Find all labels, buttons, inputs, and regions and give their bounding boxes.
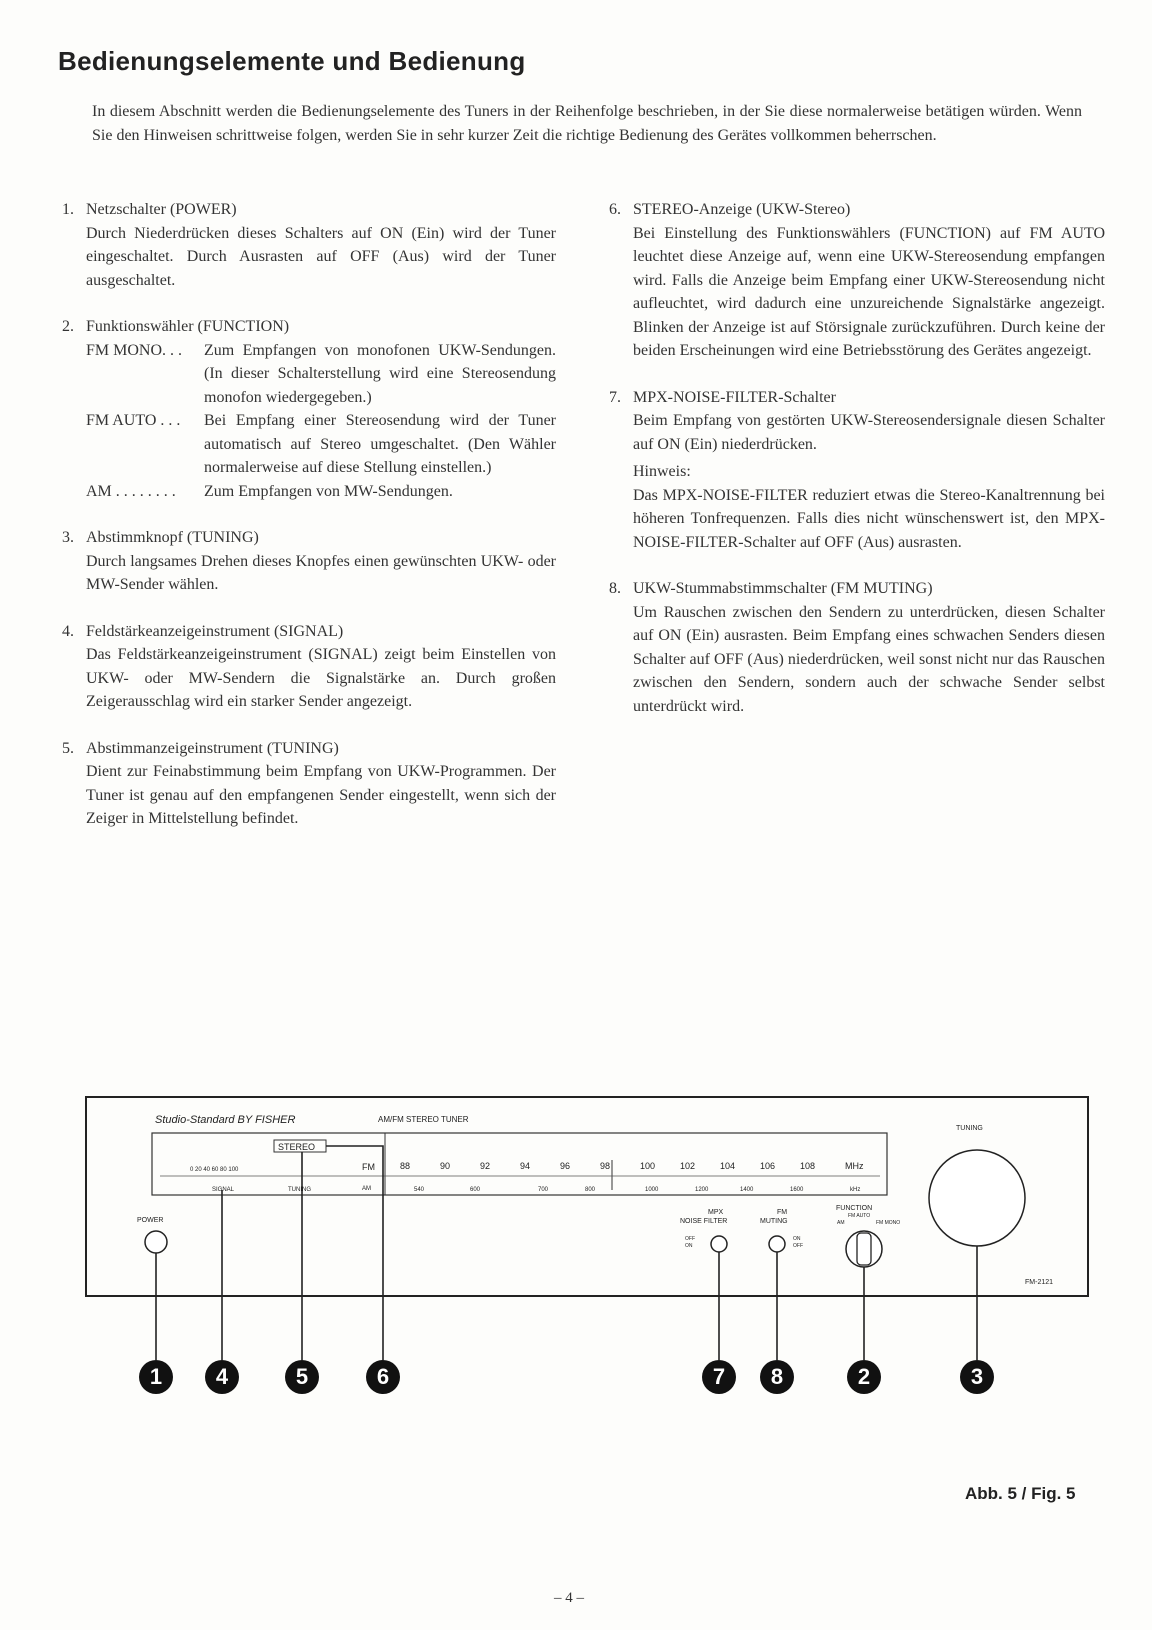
function-fmauto-label: FM AUTO bbox=[848, 1213, 871, 1219]
am-scale-label: 1400 bbox=[740, 1187, 754, 1193]
brand-logo: Studio-Standard BY FISHER bbox=[155, 1114, 296, 1126]
am-scale-label: 800 bbox=[585, 1187, 596, 1193]
function-selector-knob[interactable] bbox=[846, 1231, 882, 1267]
mhz-unit: MHz bbox=[845, 1161, 864, 1171]
item-body: Dient zur Feinabstimmung beim Empfang von UKW-Programmen. Der Tuner ist genau auf den empfangenen Sender eingestellt, wenn sich der Zeiger in Mittelstellung befindet. bbox=[86, 763, 556, 827]
am-scale-label: 1600 bbox=[790, 1187, 804, 1193]
callout-8: 8 bbox=[760, 1360, 794, 1394]
fm-scale-label: 96 bbox=[560, 1161, 571, 1171]
am-scale-label: 600 bbox=[470, 1187, 481, 1193]
definition-desc: Zum Empfangen von monofonen UKW-Sendungen. (In dieser Schalterstellung wird eine Stereosendung monofon wiedergegeben.) bbox=[204, 341, 556, 406]
item-body: Durch Niederdrücken dieses Schalters auf ON (Ein) wird der Tuner eingeschaltet. Durch Ausrasten auf OFF (Aus) wird der Tuner ausgeschaltet. bbox=[86, 224, 556, 289]
item-heading: UKW-Stummabstimmschalter (FM MUTING) bbox=[633, 580, 933, 597]
muting-off-label: OFF bbox=[793, 1243, 803, 1249]
item-body: Das Feldstärkeanzeigeinstrument (SIGNAL) zeigt beim Einstellen von UKW- oder MW-Sendern die Signalstärke an. Durch großen Zeigerausschlag wird ein starker Sender angezeigt. bbox=[86, 646, 556, 710]
model-type-label: AM/FM STEREO TUNER bbox=[378, 1115, 469, 1124]
item-body: Um Rauschen zwischen den Sendern zu unterdrücken, diesen Schalter auf ON (Ein) ausrasten. Beim Empfang eines schwachen Senders diesen Schalter auf OFF (Aus) niederdrücken, weil sonst nicht nur das Rauschen zwischen den Sendern, sondern auch der schwache Sender selbst unterdrückt wird. bbox=[633, 603, 1105, 715]
definition-desc: Zum Empfangen von MW-Sendungen. bbox=[204, 482, 453, 500]
mpx-on-label: ON bbox=[685, 1243, 693, 1249]
item-heading: STEREO-Anzeige (UKW-Stereo) bbox=[633, 201, 851, 218]
fm-scale-label: 92 bbox=[480, 1161, 491, 1171]
mpx-label: NOISE FILTER bbox=[680, 1218, 728, 1225]
muting-on-label: ON bbox=[793, 1236, 801, 1242]
tuning-knob-label: TUNING bbox=[956, 1125, 983, 1132]
am-scale-label: 700 bbox=[538, 1187, 549, 1193]
mpx-off-label: OFF bbox=[685, 1236, 695, 1242]
item-body: Bei Einstellung des Funktionswählers (FUNCTION) auf FM AUTO leuchtet diese Anzeige auf, wenn eine UKW-Stereosendung empfangen wird. Falls die Anzeige beim Empfang einer UKW-Stereosendung nicht aufleuchtet, wird dadurch eine unzureichende Signalstärke angezeigt. Blinken der Anzeige ist auf Störsignale zurückzuführen. Durch keine der beiden Erscheinungen wird eine Betriebsstörung des Gerätes angezeigt. bbox=[633, 224, 1105, 359]
item-heading: Funktionswähler (FUNCTION) bbox=[86, 318, 290, 335]
item-number: 4. bbox=[62, 622, 74, 640]
item-heading: Abstimmanzeigeinstrument (TUNING) bbox=[86, 739, 339, 757]
definition-desc: Bei Empfang einer Stereosendung wird der Tuner automatisch auf Stereo umgeschaltet. (Den Wähler normalerweise auf diese Stellung einstellen.) bbox=[204, 412, 556, 476]
muting-label: FM bbox=[777, 1209, 788, 1216]
fm-frequency-scale bbox=[400, 1161, 815, 1171]
tuning-knob[interactable] bbox=[929, 1150, 1025, 1246]
definition-term: FM AUTO . . . bbox=[86, 412, 181, 429]
callout-1: 1 bbox=[139, 1360, 173, 1394]
mpx-noise-filter-switch[interactable] bbox=[711, 1236, 727, 1252]
note-heading: Hinweis: bbox=[633, 463, 691, 480]
page-number: – 4 – bbox=[554, 1590, 584, 1606]
signal-scale: 0 20 40 60 80 100 bbox=[190, 1167, 239, 1173]
item-heading: MPX-NOISE-FILTER-Schalter bbox=[633, 388, 836, 406]
am-scale-label: 1000 bbox=[645, 1187, 659, 1193]
muting-label: MUTING bbox=[760, 1218, 788, 1225]
item-number: 3. bbox=[62, 529, 74, 546]
item-number: 8. bbox=[609, 580, 621, 597]
item-number: 5. bbox=[62, 739, 74, 757]
signal-meter-label: SIGNAL bbox=[212, 1187, 235, 1193]
note-body: Das MPX-NOISE-FILTER reduziert etwas die Stereo-Kanaltrennung bei höheren Tonfrequenzen. Falls dies nicht wünschenswert ist, den MPX-NOISE-FILTER-Schalter auf OFF (Aus) ausrasten. bbox=[633, 486, 1105, 551]
fm-scale-label: 94 bbox=[520, 1161, 531, 1171]
tuning-meter-label: TUNING bbox=[288, 1187, 311, 1193]
function-am-label: AM bbox=[837, 1220, 845, 1226]
am-label: AM bbox=[362, 1186, 371, 1192]
fm-scale-label: 108 bbox=[800, 1161, 816, 1171]
fm-scale-label: 106 bbox=[760, 1161, 776, 1171]
item-number: 6. bbox=[609, 201, 621, 218]
power-switch[interactable] bbox=[145, 1231, 167, 1253]
callout-4: 4 bbox=[205, 1360, 239, 1394]
figure-caption: Abb. 5 / Fig. 5 bbox=[965, 1484, 1076, 1503]
callout-3: 3 bbox=[960, 1360, 994, 1394]
definition-term: AM . . . . . . . . bbox=[86, 482, 176, 500]
item-number: 7. bbox=[609, 388, 621, 406]
fm-muting-switch[interactable] bbox=[769, 1236, 785, 1252]
item-heading: Feldstärkeanzeigeinstrument (SIGNAL) bbox=[86, 622, 344, 640]
fm-scale-label: 100 bbox=[640, 1161, 656, 1171]
callout-7: 7 bbox=[702, 1360, 736, 1394]
fm-scale-label: 104 bbox=[720, 1161, 736, 1171]
item-heading: Abstimmknopf (TUNING) bbox=[86, 529, 259, 546]
fm-scale-label: 90 bbox=[440, 1161, 451, 1171]
function-fmmono-label: FM MONO bbox=[876, 1220, 901, 1226]
callout-2: 2 bbox=[847, 1360, 881, 1394]
item-body: Beim Empfang von gestörten UKW-Stereosendersignale diesen Schalter auf ON (Ein) niederdrücken. bbox=[633, 412, 1105, 453]
mpx-label: MPX bbox=[708, 1209, 724, 1216]
item-body: Durch langsames Drehen dieses Knopfes einen gewünschten UKW- oder MW-Sender wählen. bbox=[86, 552, 556, 593]
am-scale-label: 1200 bbox=[695, 1187, 709, 1193]
fm-scale-label: 88 bbox=[400, 1161, 411, 1171]
fm-label: FM bbox=[362, 1162, 375, 1172]
stereo-indicator-label: STEREO bbox=[278, 1142, 316, 1152]
item-number: 2. bbox=[62, 318, 74, 335]
callout-5: 5 bbox=[285, 1360, 319, 1394]
model-number: FM-2121 bbox=[1025, 1279, 1054, 1286]
khz-unit: kHz bbox=[850, 1187, 861, 1193]
callout-6: 6 bbox=[366, 1360, 400, 1394]
power-label: POWER bbox=[137, 1217, 164, 1224]
fm-scale-label: 102 bbox=[680, 1161, 696, 1171]
item-number: 1. bbox=[62, 201, 74, 218]
am-scale-label: 540 bbox=[414, 1187, 425, 1193]
intro-paragraph: In diesem Abschnitt werden die Bedienungselemente des Tuners in der Reihenfolge beschrieben, in der Sie diese normalerweise betätigen würden. Wenn Sie den Hinweisen schrittweise folgen, werden Sie in sehr kurzer Zeit die richtige Bedienung des Gerätes vollkommen beherrschen. bbox=[92, 103, 1082, 144]
am-frequency-scale bbox=[414, 1187, 804, 1193]
definition-term: FM MONO. . . bbox=[86, 341, 183, 359]
function-label: FUNCTION bbox=[836, 1205, 873, 1212]
item-heading: Netzschalter (POWER) bbox=[86, 201, 237, 218]
fm-scale-label: 98 bbox=[600, 1161, 611, 1171]
page-title: Bedienungselemente und Bedienung bbox=[58, 46, 526, 76]
